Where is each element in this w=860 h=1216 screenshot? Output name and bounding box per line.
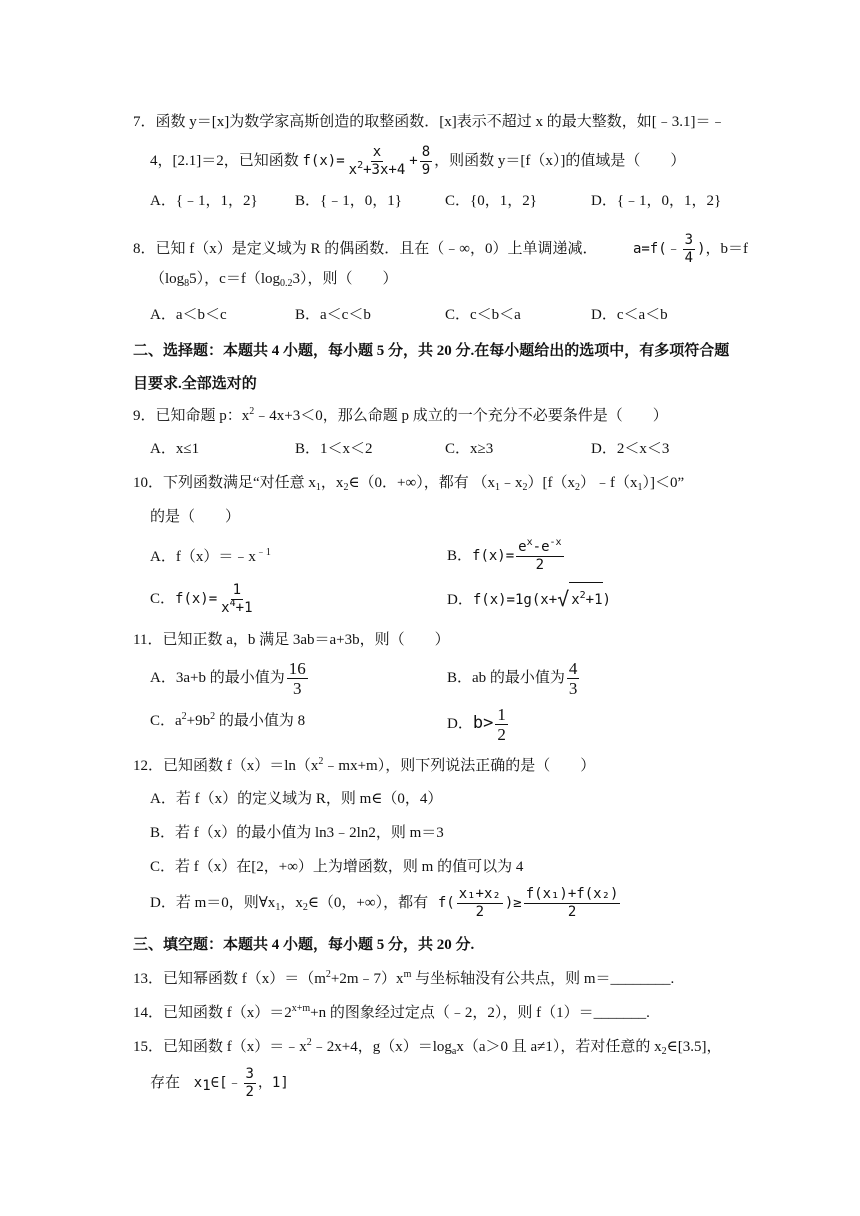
q12-option-c: C．若 f（x）在[2，+∞）上为增函数，则 m 的值可以为 4 [150,859,524,875]
q10-option-c: C．f(x)= $\frac{1}{x^4+1}$ [150,582,253,617]
q8-option-a: A．a＜b＜c [150,307,227,323]
q7-option-c: C．{0，1，2} [445,193,537,209]
q12-option-b: B．若 f（x）的最小值为 ln3﹣2ln2，则 m＝3 [150,825,444,841]
q7-option-b: B．{﹣1，0，1} [295,193,402,209]
q10-line2: 的是（ ） [150,509,241,525]
q15-line1: 15．已知函数 $f(x)=﹣x^2﹣2x+4$，$g(x)=\log_ax(a>0$ 且 a≠1），若对任意的 $x_2\in[3.5]$， [133,1037,722,1057]
q7-line1: 7．函数 y＝[x]为数学家高斯创造的取整函数．[x]表示不超过 x 的最大整数，如[﹣3.1]＝﹣ [133,114,726,130]
q10-option-d: D．f(x)=1g(x+√ $x^2+1$) [447,582,611,617]
q7-option-a: A．{﹣1，1，2} [150,193,258,209]
q13-answer-blank[interactable]: ________ [610,971,671,987]
q11-line1: 11．已知正数 a，b 满足 3ab＝a+3b，则（ ） [133,632,450,648]
q11-option-c: C．$a^2+9b^2$ 的最小值为 8 [150,711,306,729]
q8-option-d: D．c＜a＜b [591,307,668,323]
q14-line: 14．已知函数 $f(x)=2^{x+m}+n$ 的图象经过定点（﹣2，2），则 f（1）＝_______. [133,1003,650,1021]
section3-heading: 三、填空题：本题共 4 小题，每小题 5 分，共 20 分. [133,937,475,953]
q11-a-fraction: $\frac{16}{3}$ [288,659,306,699]
q9-option-d: D．2＜x＜3 [591,441,670,457]
q7-option-d: D．{﹣1，0，1，2} [591,193,722,209]
q15-fraction: $\frac{3}{2}$ [245,1066,254,1101]
q9-option-c: C．x≥3 [445,441,494,457]
section2-heading-line2: 目要求.全部选对的 [133,376,257,392]
q7-fraction [347,144,408,179]
q11-option-b: B．ab 的最小值为 $\frac{4}{3}$ [447,659,578,699]
q8-line2: $(\log_85)$，$c=f(\log_{0.2}3)$，则（ ） [150,271,398,289]
q7-fx: f(x)= [302,152,345,169]
q10-b-fraction: $\frac{e^x-e^{-x}}{2}$ [518,537,562,574]
q11-b-fraction: $\frac{4}{3}$ [568,659,578,699]
q8-a-expr: a=f( [632,240,667,257]
q8-option-b: B．a＜c＜b [295,307,371,323]
q12-option-d: D．若 m＝0，则$\forall x_1$，$x_2\in(0$，+∞），都有 f( $\frac{\text{x₁+x₂}}{2}$ )≥ $\frac{\text{f(x₁)+f(x₂)}}{2}$ [150,886,619,921]
q8-a-fraction: $\frac{3}{4}$ [684,232,694,266]
q7-plus: + [409,152,418,169]
q9-option-a: A．x≤1 [150,441,200,457]
q7-text-a: 4，[2.1]＝2，已知函数 [150,152,299,169]
sqrt-icon: √ [557,587,570,611]
q10-line1: 10．下列函数满足“对任意 $x_1$，$x_2\in(0$．+∞），都有 $(x_1﹣x_2)[f(x_2)﹣f(x_1)]<0$” [133,475,685,493]
q12-d-fraction-right: $\frac{\text{f(x₁)+f(x₂)}}{2}$ [525,886,619,921]
q7-text-b: ，则函数 y＝[f（x）]的值域是（ ） [434,152,686,169]
q7-line2 [150,144,685,179]
q12-option-a: A．若 f（x）的定义域为 R，则 m∈（0，4） [150,791,443,807]
q9-line1: 9．已知命题 p：$x^2﹣4x+3<0$，那么命题 p 成立的一个充分不必要条件是（ ） [133,406,668,424]
q8-option-c: C．c＜b＜a [445,307,521,323]
q10-option-b: B．f(x)= $\frac{e^x-e^{-x}}{2}$ [447,537,562,574]
q10-option-a: A．$f(x)=﹣x^{﹣1}$ [150,547,271,565]
q15-line2: 存在 $x_1\in[﹣$ $\frac{3}{2}$ ，1] [150,1066,289,1101]
q8-b-expr: ，b＝f [705,240,749,257]
q11-d-fraction: $\frac{1}{2}$ [497,705,506,745]
q7-const-fraction: $\frac{8}{9}$ [421,144,431,178]
q10-c-fraction: $\frac{1}{x^4+1}$ [221,582,253,617]
q7-frac-num: x [372,144,382,160]
q9-option-b: B．1＜x＜2 [295,441,373,457]
q12-d-fraction-left: $\frac{\text{x₁+x₂}}{2}$ [458,886,501,921]
q8-line1: 8．已知 f（x）是定义域为 R 的偶函数．且在（﹣∞，0）上单调递减． a=f(﹣ $\frac{3}{4}$ )，b＝f [133,232,749,266]
q11-option-d: D．b> $\frac{1}{2}$ [447,705,506,745]
q14-answer-blank[interactable]: _______ [593,1005,647,1021]
section2-heading-line1: 二、选择题：本题共 4 小题，每小题 5 分，共 20 分.在每小题给出的选项中，有多项符合题 [133,343,730,359]
q7-frac-den: $x^2+3x+4$ [348,160,406,178]
q13-line: 13．已知幂函数 $f(x)=(m^2+2m﹣7)x^m$ 与坐标轴没有公共点，则 m＝________. [133,969,675,987]
q12-line1: 12．已知函数 $f(x)=\ln(x^2﹣mx+m)$，则下列说法正确的是（ ） [133,756,596,774]
q11-option-a: A．3a+b 的最小值为 $\frac{16}{3}$ [150,659,306,699]
